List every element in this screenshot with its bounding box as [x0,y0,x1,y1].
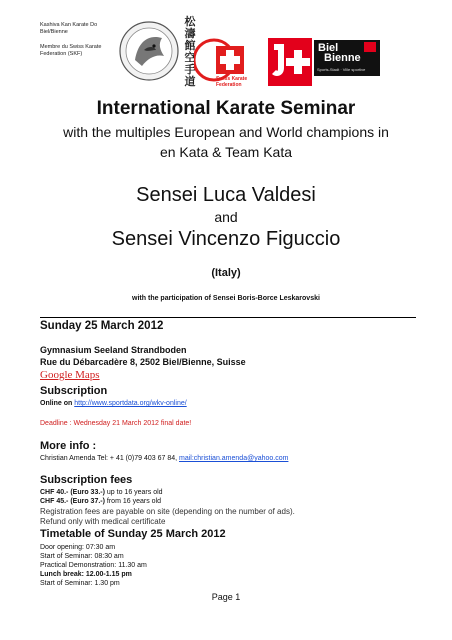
date-heading: Sunday 25 March 2012 [40,320,164,332]
timetable-item: Practical Demonstration: 11.30 am [40,562,147,569]
skf-logo [194,36,266,94]
subtitle-line1: with the multiples European and World champions in [63,124,389,140]
subscription-heading: Subscription [40,385,108,397]
fee-1-amount: CHF 40.- (Euro 33.-) [40,489,105,496]
fees-heading: Subscription fees [40,474,133,486]
deadline-note: Deadline : Wednesday 21 March 2012 final date! [40,420,192,427]
js-logo [268,38,312,86]
club-name: Kashiva Kan Karate Do Biel/Bienne [40,22,98,35]
more-info-heading: More info : [40,440,97,452]
sensei-2: Sensei Vincenzo Figuccio [111,228,341,250]
club-emblem [118,20,180,82]
fee-note-2: Refund only with medical certificate [40,517,166,526]
fee-2-amount: CHF 45.- (Euro 37.-) [40,498,105,505]
timetable-item: Start of Seminar: 08:30 am [40,553,124,560]
timetable-item: Door opening: 07:30 am [40,544,116,551]
timetable-item: Lunch break: 12.00-1.15 pm [40,571,132,578]
online-url-link[interactable]: http://www.sportdata.org/wkv-online/ [74,400,187,407]
participation-note: with the participation of Sensei Boris-Borce Leskarovski [132,295,320,302]
google-maps-link[interactable]: Google Maps [40,369,100,381]
subtitle-line2: en Kata & Team Kata [159,144,293,160]
member-note: Membre du Swiss Karate Federation (SKF) [40,44,102,57]
fee-2-desc: from 16 years old [106,498,161,505]
venue-name: Gymnasium Seeland Strandboden [40,345,187,355]
seminar-title: International Karate Seminar [96,98,356,119]
divider [40,317,416,318]
sensei-1: Sensei Luca Valdesi [136,184,316,206]
kanji-text: 松濤館空手道 [184,16,196,88]
country: (Italy) [211,267,241,279]
fee-note-1: Registration fees are payable on site (depending on the number of ads). [40,507,295,516]
contact-text: Christian Amenda Tel: + 41 (0)79 403 67 84, [40,455,178,462]
page-number: Page 1 [211,592,241,602]
timetable-heading: Timetable of Sunday 25 March 2012 [40,528,226,540]
timetable-item: Start of Seminar: 1.30 pm [40,580,120,587]
contact-mail-link[interactable]: mail:christian.amenda@yahoo.com [179,455,289,462]
and-text: and [214,209,238,225]
fee-1-desc: up to 16 years old [106,489,163,496]
venue-address: Rue du Débarcadère 8, 2502 Biel/Bienne, Suisse [40,357,246,367]
biel-bienne-logo: Biel Bienne Sports-Stadt · Ville sportive [314,40,380,76]
online-label: Online on [40,400,73,407]
skf-logo-text: Swiss Karate Federation [216,76,248,88]
